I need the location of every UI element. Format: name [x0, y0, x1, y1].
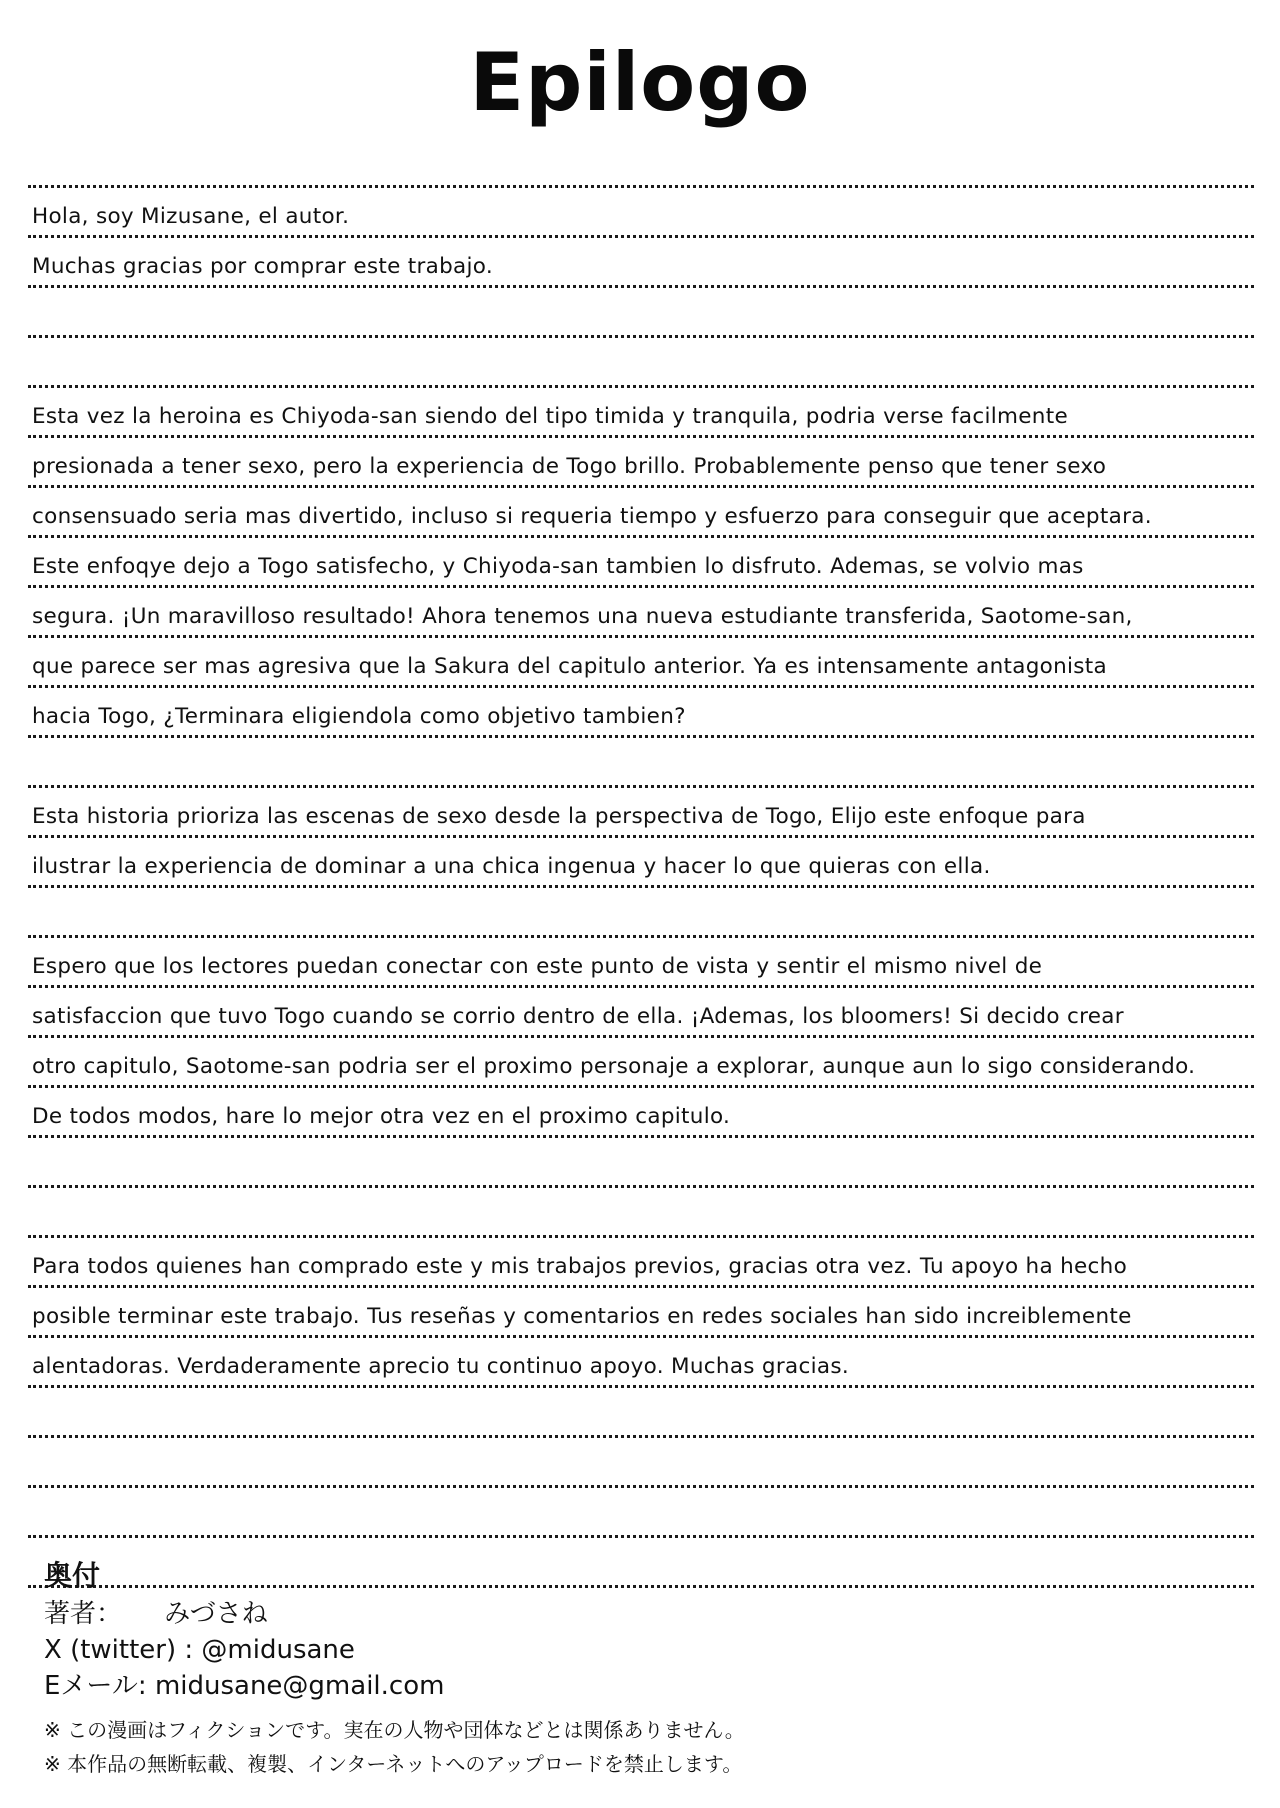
- epilogue-text-line: Para todos quienes han comprado este y mis trabajos previos, gracias otra vez. Tu apoyo ha hecho: [32, 1254, 1128, 1279]
- author-name: みづさね: [164, 1599, 268, 1629]
- epilogue-text-line: De todos modos, hare lo mejor otra vez en el proximo capitulo.: [32, 1104, 731, 1129]
- ruled-line: [28, 538, 1254, 588]
- ruled-line: [28, 688, 1254, 738]
- ruled-line: [28, 188, 1254, 238]
- epilogue-text-line: segura. ¡Un maravilloso resultado! Ahora tenemos una nueva estudiante transferida, Saotome-san,: [32, 604, 1133, 629]
- twitter-row: [44, 1632, 444, 1668]
- twitter-label: X (twitter) :: [44, 1635, 194, 1665]
- ruled-line: [28, 888, 1254, 938]
- ruled-line: [28, 788, 1254, 838]
- ruled-line: [28, 1438, 1254, 1488]
- epilogue-text-line: que parece ser mas agresiva que la Sakura del capitulo anterior. Ya es intensamente antagonista: [32, 654, 1108, 679]
- ruled-line: [28, 1388, 1254, 1438]
- ruled-line: [28, 938, 1254, 988]
- epilogue-text-line: satisfaccion que tuvo Togo cuando se corrio dentro de ella. ¡Ademas, los bloomers! Si decido crear: [32, 1004, 1124, 1029]
- ruled-line: [28, 1238, 1254, 1288]
- epilogue-text-line: Hola, soy Mizusane, el autor.: [32, 204, 350, 229]
- colophon: [44, 1556, 444, 1704]
- ruled-line: [28, 488, 1254, 538]
- epilogue-text-line: ilustrar la experiencia de dominar a una chica ingenua y hacer lo que quieras con ella.: [32, 854, 991, 879]
- ruled-line: [28, 1138, 1254, 1188]
- epilogue-text-line: Este enfoqye dejo a Togo satisfecho, y Chiyoda-san tambien lo disfruto. Ademas, se volvio mas: [32, 554, 1084, 579]
- ruled-line: [28, 1488, 1254, 1538]
- ruled-line: [28, 738, 1254, 788]
- ruled-line: [28, 1338, 1254, 1388]
- twitter-handle: @midusane: [201, 1635, 355, 1665]
- epilogue-text-line: hacia Togo, ¿Terminara eligiendola como objetivo tambien?: [32, 704, 686, 729]
- disclaimer-note: ※ この漫画はフィクションです。実在の人物や団体などとは関係ありません。: [44, 1718, 745, 1742]
- ruled-line: [28, 588, 1254, 638]
- ruled-line: [28, 988, 1254, 1038]
- ruled-line: [28, 238, 1254, 288]
- colophon-title: 奥付: [44, 1559, 101, 1592]
- disclaimer-notes: [44, 1713, 745, 1781]
- ruled-line: [28, 438, 1254, 488]
- email-row: [44, 1668, 444, 1704]
- ruled-line: [28, 1038, 1254, 1088]
- epilogue-text-line: consensuado seria mas divertido, incluso si requeria tiempo y esfuerzo para conseguir que aceptara.: [32, 504, 1152, 529]
- ruled-line: [28, 338, 1254, 388]
- ruled-line: [28, 638, 1254, 688]
- epilogue-text-line: Muchas gracias por comprar este trabajo.: [32, 254, 494, 279]
- ruled-line: [28, 838, 1254, 888]
- ruled-line: [28, 288, 1254, 338]
- epilogue-text-line: presionada a tener sexo, pero la experiencia de Togo brillo. Probablemente penso que tener sexo: [32, 454, 1107, 479]
- ruled-line: [28, 138, 1254, 188]
- epilogue-text-line: posible terminar este trabajo. Tus reseñas y comentarios en redes sociales han sido increiblemente: [32, 1304, 1132, 1329]
- ruled-line: [28, 388, 1254, 438]
- epilogue-text-line: otro capitulo, Saotome-san podria ser el proximo personaje a explorar, aunque aun lo sigo considerando.: [32, 1054, 1196, 1079]
- lined-sheet: [28, 138, 1254, 1588]
- epilogue-text-line: Espero que los lectores puedan conectar con este punto de vista y sentir el mismo nivel de: [32, 954, 1043, 979]
- epilogue-text-line: Esta historia prioriza las escenas de sexo desde la perspectiva de Togo, Elijo este enfoque para: [32, 804, 1086, 829]
- ruled-line: [28, 1188, 1254, 1238]
- disclaimer-note: ※ 本作品の無断転載、複製、インターネットへのアップロードを禁止します。: [44, 1752, 743, 1776]
- email-label: Eメール:: [44, 1671, 147, 1701]
- author-row: [44, 1596, 444, 1632]
- epilogue-text-line: alentadoras. Verdaderamente aprecio tu continuo apoyo. Muchas gracias.: [32, 1354, 850, 1379]
- epilogue-text-line: Esta vez la heroina es Chiyoda-san siendo del tipo timida y tranquila, podria verse facilmente: [32, 404, 1068, 429]
- ruled-line: [28, 1288, 1254, 1338]
- page-title: Epilogo: [469, 36, 811, 129]
- email-address: midusane@gmail.com: [154, 1671, 445, 1701]
- ruled-line: [28, 1088, 1254, 1138]
- author-label: 著者：: [44, 1599, 123, 1629]
